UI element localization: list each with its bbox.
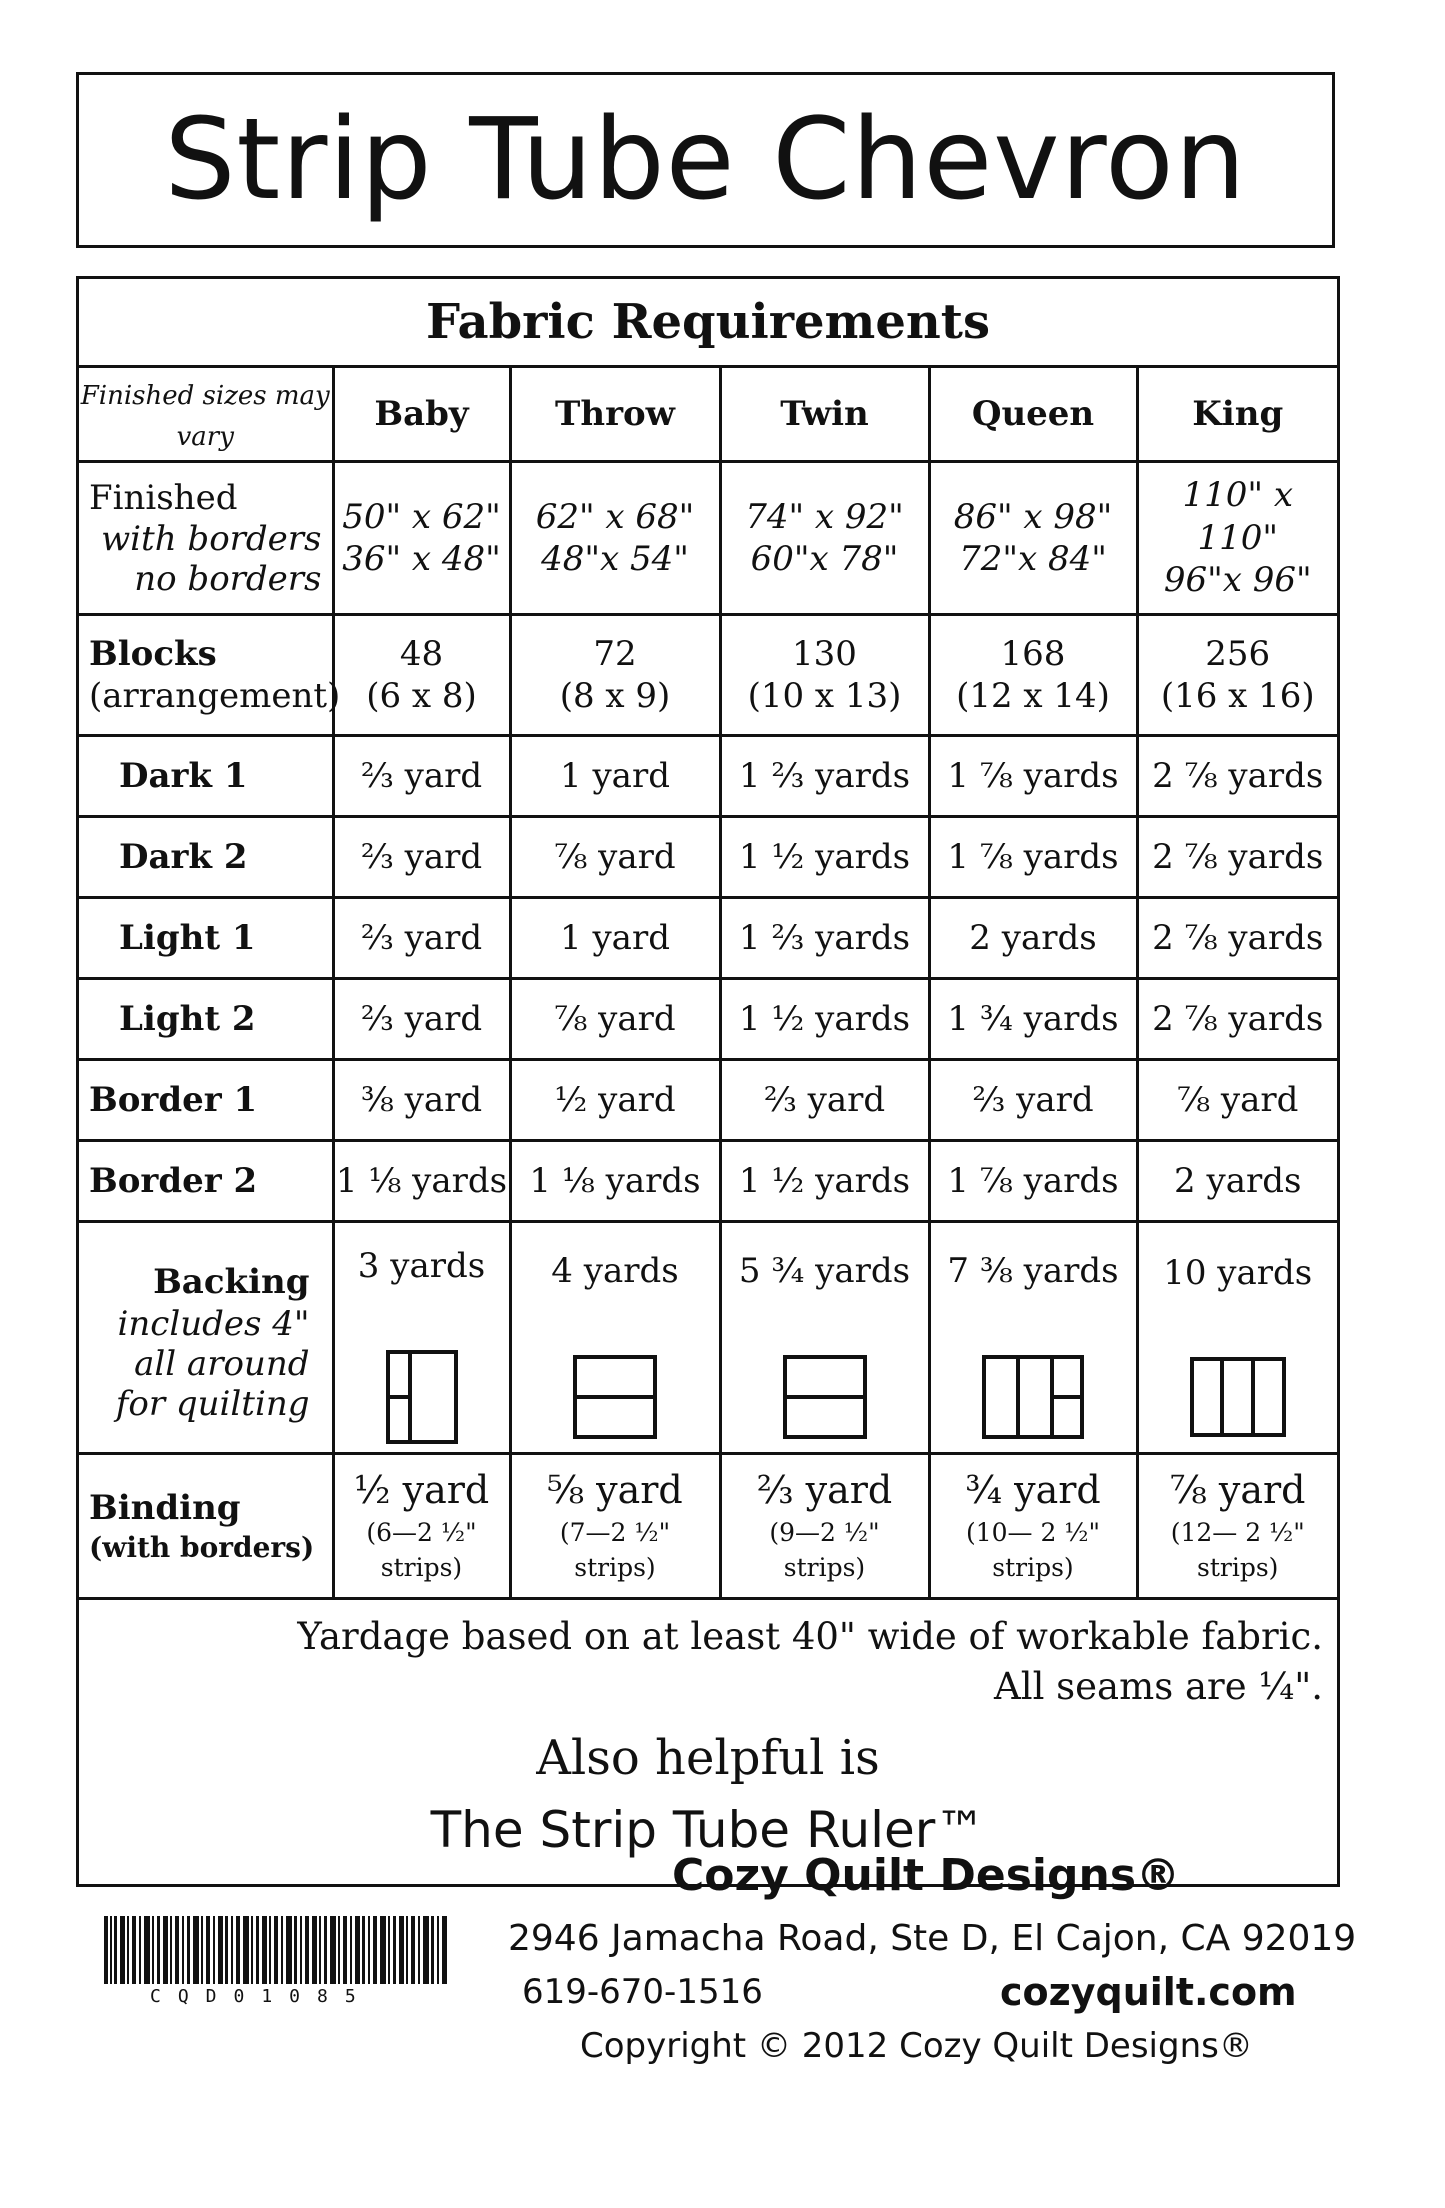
finished-cell [720,462,929,615]
finished-row [79,462,1337,615]
no-borders-size: 72"x 84" [959,539,1107,579]
yardage-cell: 2 yards [1137,1141,1337,1222]
finished-cell [510,462,720,615]
queen-backing-diagram [982,1355,1084,1439]
binding-yardage: ¾ yard [965,1468,1101,1513]
binding-cell [333,1454,510,1598]
yardage-cell: 1 ⅞ yards [929,736,1137,817]
yardage-cell: 1 ⅞ yards [929,817,1137,898]
blocks-cell [929,615,1137,736]
yardage-cell: ⅜ yard [333,1060,510,1141]
fabric-label: Light 2 [79,979,333,1060]
binding-strips-word: strips) [1197,1552,1279,1582]
fabric-label: Dark 2 [79,817,333,898]
with-borders-size: 62" x 68" [535,496,695,537]
yardage-cell: 2 ⅞ yards [1137,736,1337,817]
fabric-requirements-table [76,276,1340,1887]
fabric-label: Border 1 [79,1060,333,1141]
barcode-number: CQD01085 [150,1986,373,2007]
fabric-label: Dark 1 [79,736,333,817]
backing-note-2: all around [134,1343,310,1384]
with-borders-label: with borders [101,519,322,560]
no-borders-size: 48"x 54" [541,539,689,579]
yardage-cell: 1 ⅛ yards [510,1141,720,1222]
yardage-cell: 1 yard [510,898,720,979]
yardage-cell: ½ yard [510,1060,720,1141]
yardage-note: Yardage based on at least 40" wide of workable fabric. [297,1615,1323,1658]
yardage-cell: ⅞ yard [510,979,720,1060]
company-address: 2946 Jamacha Road, Ste D, El Cajon, CA 92019 [508,1918,1357,1959]
pattern-title: Strip Tube Chevron [164,95,1247,225]
barcode [104,1916,450,1984]
block-arrangement: (10 x 13) [747,676,902,716]
company-phone: 619-670-1516 [522,1972,763,2012]
yardage-cell: 1 ½ yards [720,979,929,1060]
yardage-cell: 1 ½ yards [720,817,929,898]
size-note: Finished sizes may vary [80,380,330,452]
block-arrangement: (16 x 16) [1160,676,1315,716]
blocks-cell [333,615,510,736]
binding-cell [510,1454,720,1598]
blocks-cell [720,615,929,736]
fabric-row [79,1060,1337,1141]
binding-yardage: ⅞ yard [1169,1468,1306,1513]
fabric-row [79,898,1337,979]
finished-label: Finished [89,477,238,518]
seams-note: All seams are ¼". [994,1664,1323,1708]
finished-cell [929,462,1137,615]
backing-label-cell [79,1222,333,1454]
yardage-cell: 1 ⅔ yards [720,736,929,817]
block-arrangement: (8 x 9) [559,676,671,716]
yardage-cell: 1 ⅔ yards [720,898,929,979]
blocks-cell [510,615,720,736]
size-header-row [79,368,1337,462]
twin-backing-diagram [783,1355,867,1439]
requirements-heading: Fabric Requirements [79,279,1337,368]
block-arrangement: (12 x 14) [956,676,1110,716]
finished-label-cell [79,462,333,615]
binding-yardage: ⅔ yard [756,1468,893,1513]
yardage-cell: 2 ⅞ yards [1137,817,1337,898]
binding-label: Binding [89,1488,241,1529]
backing-note-1: includes 4" [117,1303,310,1344]
yardage-cell: ⅔ yard [333,979,510,1060]
binding-row [79,1454,1337,1598]
finished-cell [1137,462,1337,615]
backing-yardage: 7 ⅜ yards [947,1251,1119,1292]
fabric-row [79,736,1337,817]
fabric-row [79,1141,1337,1222]
backing-yardage: 10 yards [1163,1253,1313,1294]
binding-strips-word: strips) [783,1552,866,1582]
yardage-cell: 1 ½ yards [720,1141,929,1222]
copyright: Copyright © 2012 Cozy Quilt Designs® [580,2026,1253,2066]
yardage-cell: 1 ⅛ yards [333,1141,510,1222]
size-header: Throw [510,368,720,462]
binding-strips: (6—2 ½" [366,1517,477,1547]
fabric-row [79,979,1337,1060]
binding-strips: (12— 2 ½" [1170,1517,1305,1547]
yardage-cell: 2 ⅞ yards [1137,979,1337,1060]
size-note-cell [79,368,333,462]
title-box [76,72,1335,248]
blocks-cell [1137,615,1337,736]
no-borders-size: 96"x 96" [1163,560,1312,601]
binding-cell [720,1454,929,1598]
block-count: 256 [1205,633,1271,674]
size-header: Twin [720,368,929,462]
block-arrangement: (6 x 8) [366,676,477,716]
fabric-row [79,817,1337,898]
blocks-label: Blocks [89,633,217,674]
size-header: King [1137,368,1337,462]
backing-cell [929,1222,1137,1454]
binding-strips: (7—2 ½" [559,1517,671,1547]
binding-cell [929,1454,1137,1598]
arrangement-label: (arrangement) [89,676,341,716]
binding-label-cell [79,1454,333,1598]
backing-cell [510,1222,720,1454]
company-website[interactable]: cozyquilt.com [1000,1970,1297,2014]
finished-cell [333,462,510,615]
backing-cell [1137,1222,1337,1454]
backing-yardage: 3 yards [357,1246,486,1287]
yardage-cell: ⅔ yard [929,1060,1137,1141]
block-count: 130 [792,633,857,674]
yardage-cell: ⅔ yard [333,898,510,979]
with-borders-size: 110" x 110" [1182,475,1294,558]
with-borders-size: 50" x 62" [342,496,501,537]
binding-strips-word: strips) [380,1552,463,1582]
table-footer [79,1597,1337,1884]
yardage-cell: ⅔ yard [720,1060,929,1141]
binding-cell [1137,1454,1337,1598]
with-borders-size: 74" x 92" [745,496,904,537]
yardage-cell: 1 ¾ yards [929,979,1137,1060]
king-backing-diagram [1190,1357,1286,1437]
no-borders-label: no borders [134,559,322,600]
fabric-label: Light 1 [79,898,333,979]
yardage-cell: 1 ⅞ yards [929,1141,1137,1222]
yardage-cell: ⅔ yard [333,736,510,817]
no-borders-size: 36" x 48" [342,539,501,579]
blocks-label-cell [79,615,341,736]
backing-note-3: for quilting [115,1383,310,1424]
with-borders-size: 86" x 98" [953,496,1113,537]
binding-strips-word: strips) [574,1552,656,1582]
binding-strips-word: strips) [992,1552,1074,1582]
requirements-grid [79,368,1337,1597]
block-count: 48 [399,633,444,674]
baby-backing-diagram [386,1350,458,1444]
binding-strips: (9—2 ½" [769,1517,880,1547]
binding-yardage: ⅝ yard [547,1468,683,1513]
also-helpful: Also helpful is [536,1729,880,1786]
binding-sub: (with borders) [89,1530,315,1564]
ruler-name: The Strip Tube Ruler™ [430,1800,986,1859]
binding-yardage: ½ yard [353,1468,490,1513]
yardage-cell: 1 yard [510,736,720,817]
yardage-cell: ⅔ yard [333,817,510,898]
block-count: 168 [1000,633,1066,674]
backing-label: Backing [153,1262,310,1303]
yardage-cell: 2 yards [929,898,1137,979]
backing-row [79,1222,1337,1454]
blocks-row [79,615,1337,736]
throw-backing-diagram [573,1355,657,1439]
size-header: Baby [333,368,510,462]
backing-cell [720,1222,929,1454]
size-header: Queen [929,368,1137,462]
block-count: 72 [593,633,637,674]
backing-yardage: 4 yards [551,1251,679,1292]
binding-strips: (10— 2 ½" [965,1517,1101,1547]
yardage-cell: ⅞ yard [1137,1060,1337,1141]
company-name: Cozy Quilt Designs® [672,1850,1181,1901]
backing-yardage: 5 ¾ yards [738,1251,911,1292]
yardage-cell: ⅞ yard [510,817,720,898]
yardage-cell: 2 ⅞ yards [1137,898,1337,979]
no-borders-size: 60"x 78" [750,539,899,579]
backing-cell [333,1222,510,1454]
fabric-label: Border 2 [79,1141,333,1222]
